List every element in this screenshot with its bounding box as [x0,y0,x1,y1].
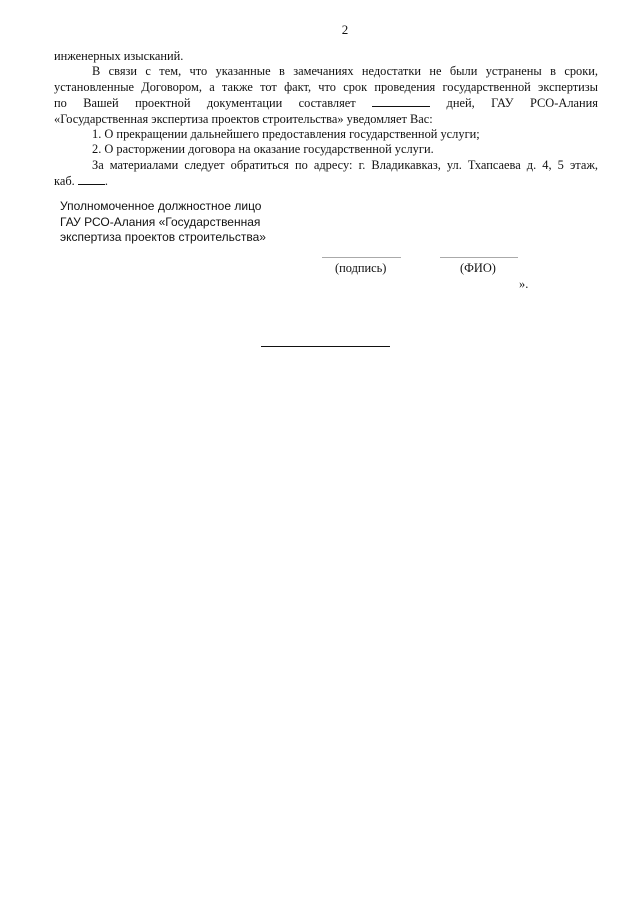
page-number: 2 [341,22,349,37]
body-line-9 [54,173,598,189]
signature-line [322,257,401,258]
official-line-2: ГАУ РСО-Алания «Государственная [60,214,261,229]
name-line [440,257,518,258]
body-line-8: За материалами следует обратиться по адресу: г. Владикавказ, ул. Тхапсаева д. 4, 5 этаж, [92,157,598,172]
bottom-rule [261,346,390,347]
official-line-3: экспертиза проектов строительства» [60,230,266,244]
signature-caption: (подпись) [335,261,387,275]
notice-item-1: 1. О прекращении дальнейшего предоставления государственной услуги; [92,127,480,142]
name-caption: (ФИО) [460,261,496,275]
office-blank-field [78,173,105,185]
closing-quote: ». [519,277,529,291]
body-line-4-end: дней, ГАУ РСО-Алания [446,96,598,111]
office-line-end: . [104,174,108,189]
body-line-4 [54,95,598,111]
office-label: каб. [54,174,75,189]
official-block [60,199,266,246]
body-line-1: инженерных изысканий. [54,49,184,63]
days-blank-field [372,95,430,107]
body-line-5: «Государственная экспертиза проектов строительства» уведомляет Вас: [54,111,433,126]
body-line-4-start: по Вашей проектной документации составляет [54,96,356,111]
body-line-2: В связи с тем, что указанные в замечаниях недостатки не были устранены в сроки, [92,64,598,79]
body-line-3: установленные Договором, а также тот факт, что срок проведения государственной экспертизы [54,79,598,94]
official-line-1: Уполномоченное должностное лицо [60,199,262,213]
letter-body [54,49,598,190]
notice-item-2: 2. О расторжении договора на оказание государственной услуги. [92,142,434,157]
